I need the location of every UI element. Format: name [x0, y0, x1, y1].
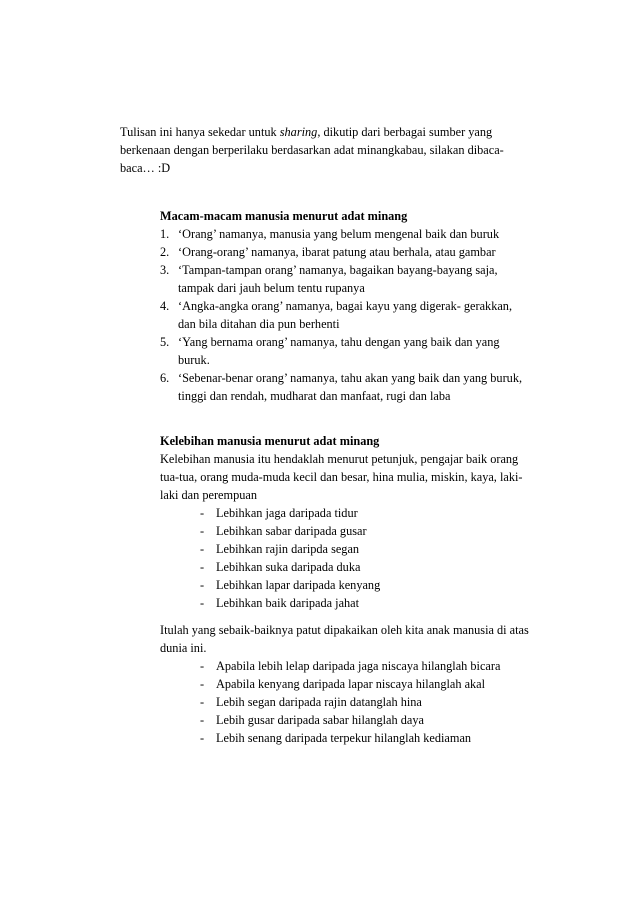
list-item: 6. ‘Sebenar-benar orang’ namanya, tahu akan yang baik dan yang buruk, tinggi dan rendah, mudharat dan manfaat, rugi dan laba: [160, 371, 523, 403]
dash-list: [160, 504, 560, 612]
section-paragraph: Itulah yang sebaik-baiknya patut dipakaikan oleh kita anak manusia di atas dunia ini.: [160, 623, 529, 655]
intro-line-2: berkenaan dengan berperilaku berdasarkan adat minangkabau, silakan dibaca-: [120, 143, 504, 157]
list-item: - Lebih gusar daripada sabar hilanglah daya: [200, 713, 424, 727]
list-item: - Lebihkan sabar daripada gusar: [200, 524, 367, 538]
intro-paragraph: [120, 123, 540, 177]
list-item: - Apabila lebih lelap daripada jaga niscaya hilanglah bicara: [200, 659, 501, 673]
list-item: - Lebih senang daripada terpekur hilanglah kediaman: [200, 731, 472, 745]
list-item: - Lebihkan lapar daripada kenyang: [200, 578, 381, 592]
intro-line-1: Tulisan ini hanya sekedar untuk sharing, dikutip dari berbagai sumber yang: [120, 125, 493, 139]
numbered-list: [160, 225, 560, 405]
list-item: - Lebihkan suka daripada duka: [200, 560, 361, 574]
list-item: 5. ‘Yang bernama orang’ namanya, tahu dengan yang baik dan yang buruk.: [160, 335, 500, 367]
list-item: - Lebihkan jaga daripada tidur: [200, 506, 358, 520]
section-heading: Macam-macam manusia menurut adat minang: [160, 209, 408, 223]
section-paragraph: Kelebihan manusia itu hendaklah menurut petunjuk, pengajar baik orang tua-tua, orang muda-muda kecil dan besar, hina mulia, miskin, kaya, laki- laki dan perempuan: [160, 452, 523, 502]
list-item: - Lebihkan rajin daripda segan: [200, 542, 360, 556]
intro-line-3: baca… :D: [120, 161, 171, 175]
section-itulah: [160, 621, 560, 747]
dash-list: [160, 657, 560, 747]
list-item: 2. ‘Orang-orang’ namanya, ibarat patung atau berhala, atau gambar: [160, 245, 496, 259]
intro-emphasis: sharing: [279, 125, 318, 139]
section-kelebihan: [160, 432, 560, 612]
list-item: 1. ‘Orang’ namanya, manusia yang belum mengenal baik dan buruk: [160, 227, 500, 241]
list-item: - Lebih segan daripada rajin datanglah hina: [200, 695, 422, 709]
section-heading: Kelebihan manusia menurut adat minang: [160, 434, 380, 448]
section-macam-macam: [160, 207, 560, 405]
list-item: - Lebihkan baik daripada jahat: [200, 596, 360, 610]
list-item: 3. ‘Tampan-tampan orang’ namanya, bagaikan bayang-bayang saja, tampak dari jauh belum tentu rupanya: [160, 263, 498, 295]
list-item: - Apabila kenyang daripada lapar niscaya hilanglah akal: [200, 677, 486, 691]
list-item: 4. ‘Angka-angka orang’ namanya, bagai kayu yang digerak- gerakkan, dan bila ditahan dia pun berhenti: [160, 299, 513, 331]
